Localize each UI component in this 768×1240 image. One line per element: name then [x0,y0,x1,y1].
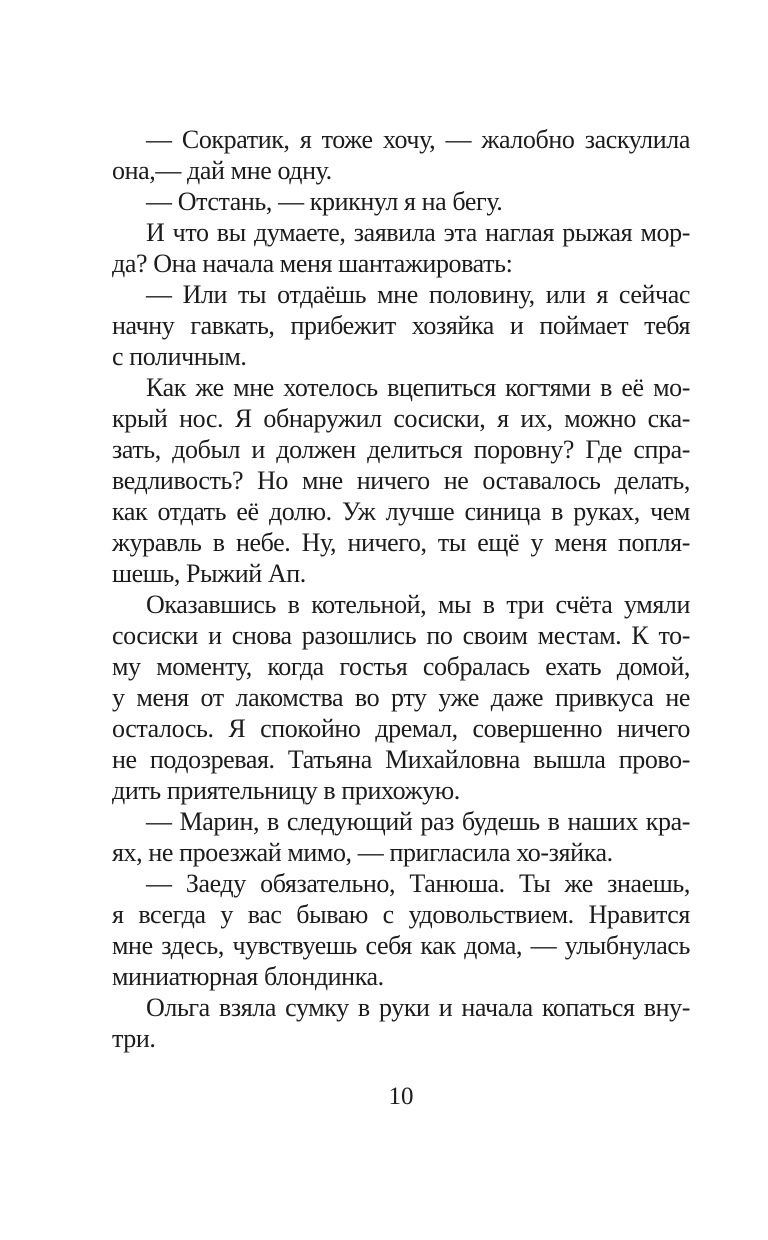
text-line: журавль в небе. Ну, ничего, ты ещё у меня попля- [112,528,690,557]
text-line: Как же мне хотелось вцепиться когтями в её мо- [146,373,690,402]
text-line: дить приятельницу в прихожую. [112,776,460,805]
paragraph [112,992,690,1054]
text-block [112,124,690,1112]
text-line: Оказавшись в котельной, мы в три счёта умяли [146,590,690,619]
text-line: Ольга взяла сумку в руки и начала копаться вну- [146,993,690,1022]
text-line: мне здесь, чувствуешь себя как дома, — улыбнулась [112,931,690,960]
paragraph [112,186,690,217]
text-line: осталось. Я спокойно дремал, совершенно ничего [112,714,690,743]
text-line: не подозревая. Татьяна Михайловна вышла прово- [112,745,690,774]
text-line: с поличным. [112,342,247,371]
page-number: 10 [388,1083,414,1110]
text-line: как отдать её долю. Уж лучше синица в руках, чем [112,497,690,526]
text-line: у меня от лакомства во рту уже даже привкуса не [112,683,690,712]
paragraph [112,124,690,186]
text-line: она,— дай мне одну. [112,156,332,185]
text-line: — Отстань, — крикнул я на бегу. [146,187,503,216]
text-line: — Или ты отдаёшь мне половину, или я сейчас [146,280,690,309]
text-line: шешь, Рыжий Ап. [112,559,306,588]
text-line: ведливость? Но мне ничего не оставалось делать, [112,466,690,495]
paragraph [112,589,690,806]
text-line: му моменту, когда гостья собралась ехать домой, [112,652,690,681]
text-line: сосиски и снова разошлись по своим местам. К то- [112,621,690,650]
paragraph [112,279,690,372]
text-line: И что вы думаете, заявила эта наглая рыжая мор- [146,218,690,247]
text-line: да? Она начала меня шантажировать: [112,249,513,278]
text-line: три. [112,1024,156,1053]
text-line: я всегда у вас бываю с удовольствием. Нравится [112,900,690,929]
text-line: ях, не проезжай мимо, — пригласила хо-зяйка. [112,838,613,867]
text-line: зать, добыл и должен делиться поровну? Где спра- [112,435,690,464]
paragraph [112,372,690,589]
text-line: миниатюрная блондинка. [112,962,384,991]
paragraph [112,868,690,992]
text-line: — Заеду обязательно, Танюша. Ты же знаешь, [146,869,690,898]
paragraph [112,806,690,868]
paragraph [112,217,690,279]
text-line: — Сократик, я тоже хочу, — жалобно заскулила [146,125,690,154]
text-line: крый нос. Я обнаружил сосиски, я их, можно ска- [112,404,690,433]
text-line: начну гавкать, прибежит хозяйка и поймает тебя [112,311,690,340]
text-line: — Марин, в следующий раз будешь в наших кра- [146,807,690,836]
